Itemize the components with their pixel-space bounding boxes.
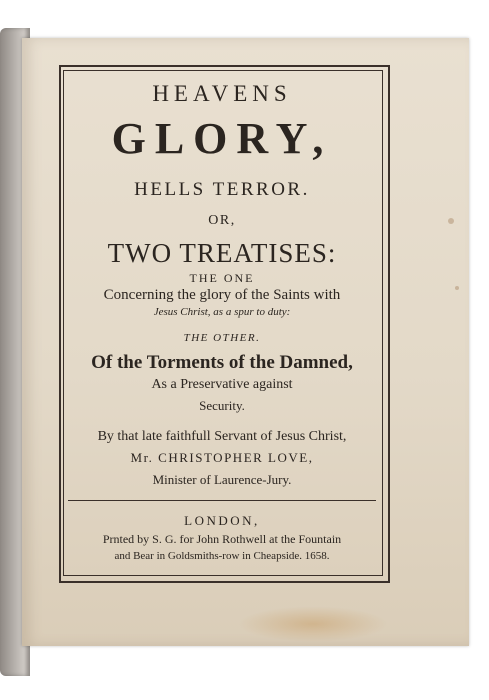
or-line: OR, <box>208 213 236 228</box>
first-treatise-subline: Jesus Christ, as a spur to duty: <box>153 306 291 318</box>
treatises-heading: TWO TREATISES: <box>107 238 337 268</box>
imprint-divider <box>68 500 376 501</box>
second-treatise-subline-2: Security. <box>199 398 245 413</box>
second-treatise-title: Of the Torments of the Damned, <box>91 352 353 373</box>
imprint-printer: Prnted by S. G. for John Rothwell at the Fountain <box>102 532 342 546</box>
the-other-label: THE OTHER. <box>183 332 261 344</box>
author-title: Minister of Laurence-Jury. <box>152 472 292 487</box>
author-intro: By that late faithfull Servant of Jesus Christ, <box>97 429 347 444</box>
the-one-label: THE ONE <box>189 271 255 285</box>
author-name: Mr. CHRISTOPHER LOVE, <box>130 450 314 465</box>
page-stain <box>238 606 388 642</box>
second-treatise-subline: As a Preservative against <box>151 377 293 392</box>
imprint-place: LONDON, <box>184 513 260 528</box>
imprint-address: and Bear in Goldsmiths-row in Cheapside. 1658. <box>114 550 330 562</box>
title-line-heavens: HEAVENS <box>152 81 292 106</box>
title-line-hells-terror: HELLS TERROR. <box>134 179 310 200</box>
foxing-spot <box>448 218 454 224</box>
title-line-glory: GLORY, <box>111 114 333 163</box>
first-treatise-description: Concerning the glory of the Saints with <box>103 287 341 303</box>
foxing-spot <box>455 286 459 290</box>
